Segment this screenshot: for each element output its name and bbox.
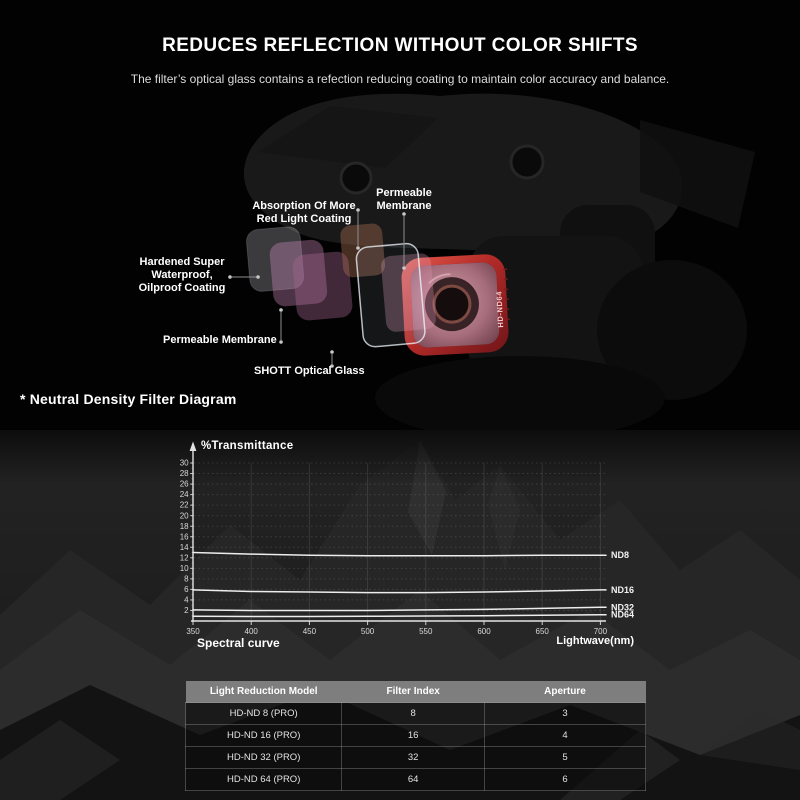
y-tick-label: 10 [180,563,189,573]
series-label-nd32: ND32 [611,602,635,613]
table-row [186,747,646,769]
table-row [186,725,646,747]
x-tick-label: 500 [360,627,375,636]
table-cell: HD-ND 16 (PRO) [186,725,342,747]
series-label-nd16: ND16 [611,584,635,595]
x-tick-label: 450 [302,627,317,636]
y-tick-label: 28 [180,469,189,479]
y-tick-label: 4 [184,595,189,605]
table-cell: 64 [342,769,485,791]
spectral-section [0,430,800,800]
x-tick-label: 400 [244,627,258,636]
filter-model-badge: HD-ND64 [494,290,506,328]
y-tick-label: 30 [180,458,189,468]
label-absorption-coating: Absorption Of More Red Light Coating [252,200,356,225]
table-cell: 16 [342,725,485,747]
y-tick-label: 16 [180,532,189,542]
y-tick-label: 26 [180,479,189,489]
filter-spec-table [185,681,646,791]
x-tick-label: 600 [477,627,491,636]
series-line-nd32 [193,607,606,610]
label-permeable-membrane-bottom: Permeable Membrane [163,334,277,346]
table-cell: HD-ND 32 (PRO) [186,747,342,769]
table-cell: 32 [342,747,485,769]
table-cell: 8 [342,703,485,725]
series-label-nd8: ND8 [611,550,630,561]
y-tick-label: 6 [184,584,189,594]
series-line-nd64 [193,615,606,617]
label-permeable-membrane-top: Permeable Membrane [376,187,432,212]
page-subtitle: The filter’s optical glass contains a refection reducing coating to maintain color accuracy and balance. [130,72,670,86]
x-tick-label: 550 [419,627,433,636]
y-tick-label: 2 [184,606,189,616]
table-cell: HD-ND 8 (PRO) [186,703,342,725]
chart-ylabel: %Transmittance [201,440,294,452]
table-row [186,769,646,791]
table-cell: HD-ND 64 (PRO) [186,769,342,791]
y-tick-label: 20 [180,511,189,521]
table-cell: 4 [484,725,645,747]
table-header-cell: Aperture [484,681,645,703]
table-cell: 5 [484,747,645,769]
series-label-nd64: ND64 [611,609,635,620]
table-header-row [186,681,646,703]
page-title: REDUCES REFLECTION WITHOUT COLOR SHIFTS [162,34,638,56]
layer-optical-glass [355,243,425,348]
series-line-nd8 [193,553,606,556]
label-shott-optical-glass: SHOTT Optical Glass [254,365,365,377]
y-tick-label: 18 [180,521,189,531]
table-header-cell: Filter Index [342,681,485,703]
table-header-cell: Light Reduction Model [186,681,342,703]
series-line-nd16 [193,590,606,593]
chart-xlabel: Lightwave(nm) [556,635,634,647]
x-tick-label: 700 [593,627,608,636]
x-tick-label: 650 [535,627,549,636]
x-tick-label: 350 [186,627,200,636]
y-tick-label: 14 [180,542,189,552]
y-axis-arrow [190,442,197,452]
table-cell: 6 [484,769,645,791]
y-tick-label: 22 [180,500,189,510]
chart-caption: Spectral curve [197,636,280,650]
y-tick-label: 12 [180,553,189,563]
y-tick-label: 8 [184,574,189,584]
table-row [186,703,646,725]
diagram-footnote: * Neutral Density Filter Diagram [20,391,237,407]
table-cell: 3 [484,703,645,725]
vision-sensor-right [511,146,543,178]
transmittance-chart [180,436,660,661]
y-tick-label: 24 [180,490,189,500]
label-hardened-coating: Hardened Super Waterproof, Oilproof Coating [138,256,226,294]
